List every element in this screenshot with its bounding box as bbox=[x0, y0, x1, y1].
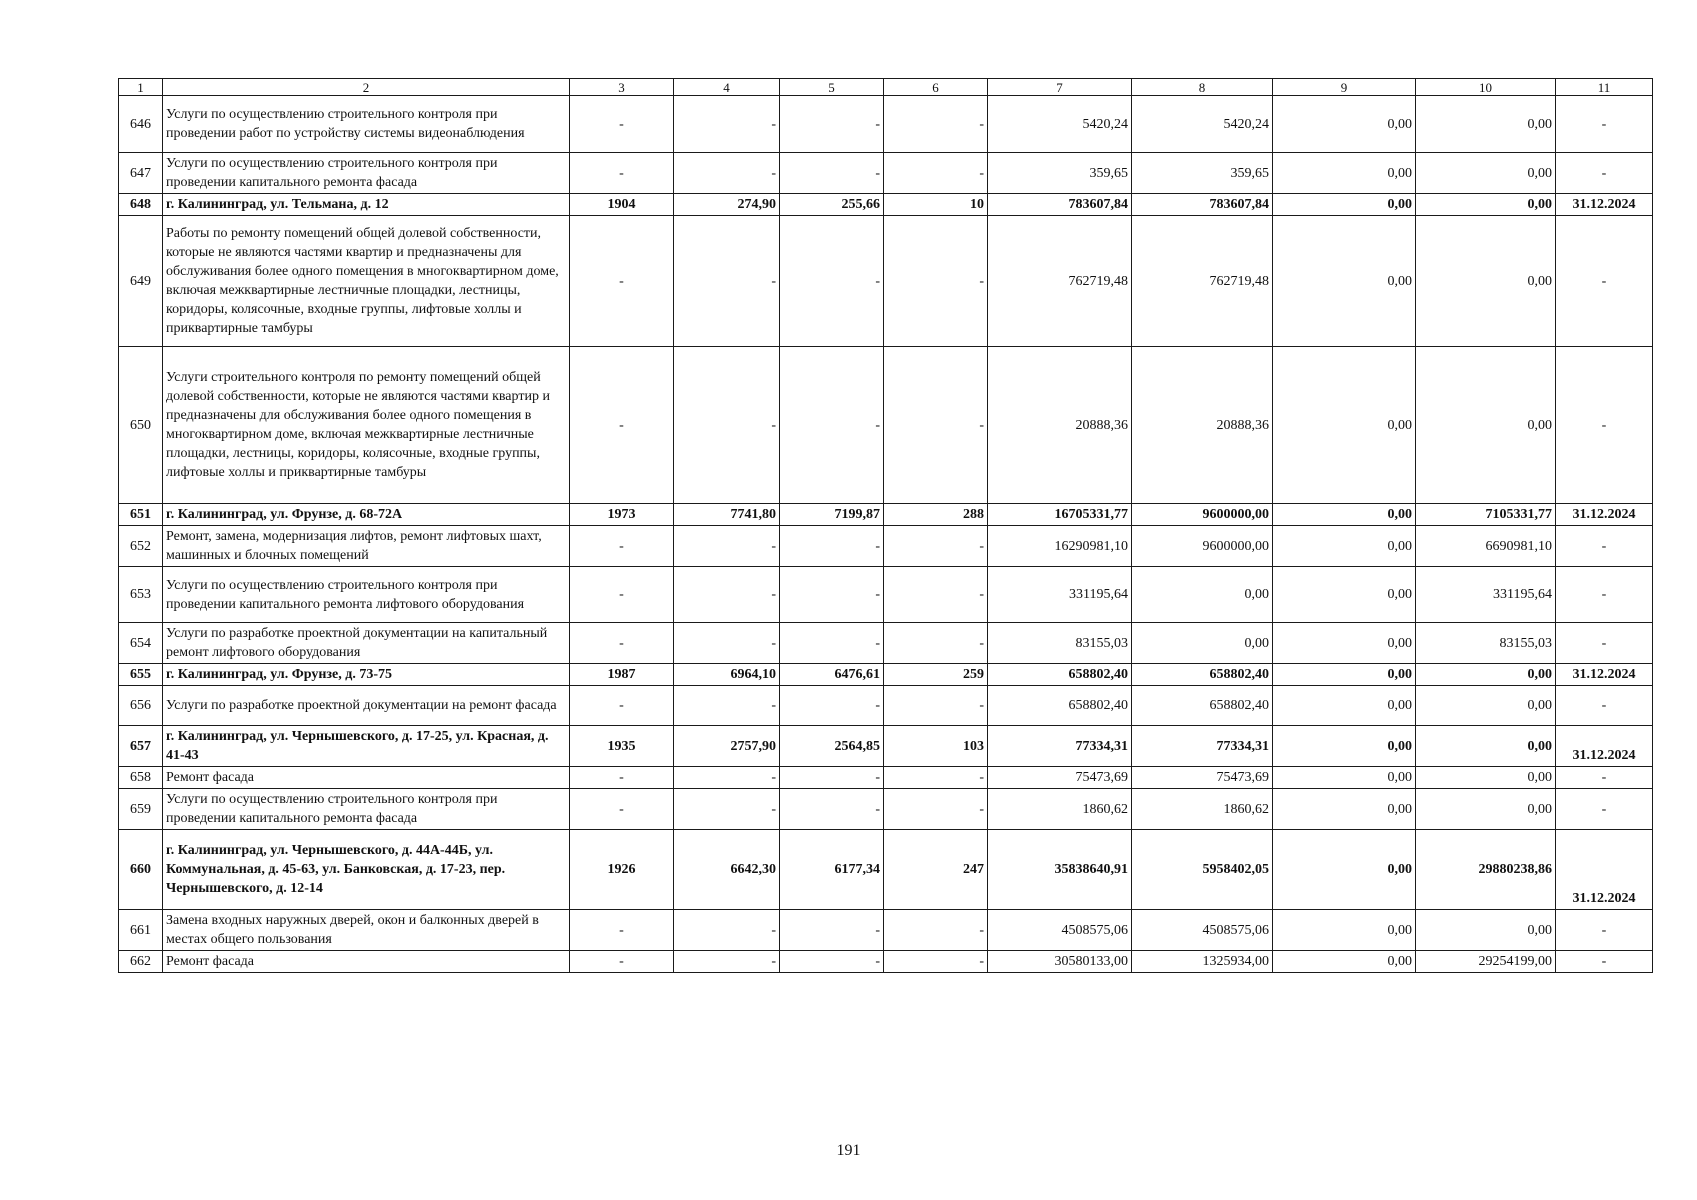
row-number: 650 bbox=[119, 347, 163, 504]
col7-value: 1860,62 bbox=[988, 789, 1132, 830]
col6-value: 259 bbox=[884, 664, 988, 686]
col9-value: 0,00 bbox=[1273, 686, 1416, 726]
table-row bbox=[119, 767, 1653, 789]
table-row bbox=[119, 951, 1653, 973]
col9-value: 0,00 bbox=[1273, 504, 1416, 526]
col11-value: - bbox=[1556, 96, 1653, 153]
col6-value: - bbox=[884, 347, 988, 504]
col3-value: 1904 bbox=[570, 194, 674, 216]
col9-value: 0,00 bbox=[1273, 951, 1416, 973]
col3-value: 1987 bbox=[570, 664, 674, 686]
col4-value: - bbox=[674, 686, 780, 726]
col9-value: 0,00 bbox=[1273, 567, 1416, 623]
col8-value: 762719,48 bbox=[1132, 216, 1273, 347]
col4-value: 274,90 bbox=[674, 194, 780, 216]
col4-value: 2757,90 bbox=[674, 726, 780, 767]
col4-value: - bbox=[674, 153, 780, 194]
row-number: 653 bbox=[119, 567, 163, 623]
col11-value: - bbox=[1556, 347, 1653, 504]
col5-value: - bbox=[780, 526, 884, 567]
col6-value: - bbox=[884, 951, 988, 973]
col3-value: - bbox=[570, 153, 674, 194]
col3-value: - bbox=[570, 910, 674, 951]
col10-value: 0,00 bbox=[1416, 194, 1556, 216]
col11-value: - bbox=[1556, 686, 1653, 726]
col10-value: 0,00 bbox=[1416, 347, 1556, 504]
header-row bbox=[119, 79, 1653, 96]
row-description: Услуги строительного контроля по ремонту помещений общей долевой собственности, которые не являются частями квартир и предназначены для обслуживания более одного помещения в многоквартирном доме, включая межквартирные лестничные площадки, лестницы, коридоры, колясочные, входные группы, лифтовые холлы и приквартирные тамбуры bbox=[163, 347, 570, 504]
col5-value: - bbox=[780, 789, 884, 830]
row-description: г. Калининград, ул. Тельмана, д. 12 bbox=[163, 194, 570, 216]
col10-value: 6690981,10 bbox=[1416, 526, 1556, 567]
col8-value: 783607,84 bbox=[1132, 194, 1273, 216]
col9-value: 0,00 bbox=[1273, 726, 1416, 767]
col6-value: - bbox=[884, 153, 988, 194]
col3-value: 1973 bbox=[570, 504, 674, 526]
col7-value: 658802,40 bbox=[988, 686, 1132, 726]
col11-value: 31.12.2024 bbox=[1556, 504, 1653, 526]
row-number: 656 bbox=[119, 686, 163, 726]
row-description: г. Калининград, ул. Чернышевского, д. 17-25, ул. Красная, д. 41-43 bbox=[163, 726, 570, 767]
col10-value: 0,00 bbox=[1416, 153, 1556, 194]
col10-value: 29880238,86 bbox=[1416, 830, 1556, 910]
col5-value: - bbox=[780, 767, 884, 789]
col8-value: 0,00 bbox=[1132, 623, 1273, 664]
col3-value: - bbox=[570, 951, 674, 973]
row-number: 647 bbox=[119, 153, 163, 194]
col3-value: 1935 bbox=[570, 726, 674, 767]
col8-value: 1860,62 bbox=[1132, 789, 1273, 830]
col11-value: - bbox=[1556, 153, 1653, 194]
col9-value: 0,00 bbox=[1273, 194, 1416, 216]
col10-value: 0,00 bbox=[1416, 910, 1556, 951]
col4-value: - bbox=[674, 910, 780, 951]
col5-value: 255,66 bbox=[780, 194, 884, 216]
column-header: 9 bbox=[1273, 79, 1416, 96]
col9-value: 0,00 bbox=[1273, 767, 1416, 789]
col8-value: 658802,40 bbox=[1132, 664, 1273, 686]
col8-value: 5958402,05 bbox=[1132, 830, 1273, 910]
column-header: 7 bbox=[988, 79, 1132, 96]
col5-value: - bbox=[780, 951, 884, 973]
col7-value: 16705331,77 bbox=[988, 504, 1132, 526]
col7-value: 658802,40 bbox=[988, 664, 1132, 686]
table-body bbox=[119, 96, 1653, 973]
col10-value: 0,00 bbox=[1416, 664, 1556, 686]
col9-value: 0,00 bbox=[1273, 347, 1416, 504]
col6-value: 288 bbox=[884, 504, 988, 526]
col8-value: 0,00 bbox=[1132, 567, 1273, 623]
col10-value: 331195,64 bbox=[1416, 567, 1556, 623]
col7-value: 35838640,91 bbox=[988, 830, 1132, 910]
col11-value: 31.12.2024 bbox=[1556, 194, 1653, 216]
table-row bbox=[119, 623, 1653, 664]
col3-value: - bbox=[570, 567, 674, 623]
col6-value: 247 bbox=[884, 830, 988, 910]
col3-value: - bbox=[570, 216, 674, 347]
col7-value: 83155,03 bbox=[988, 623, 1132, 664]
col5-value: - bbox=[780, 686, 884, 726]
col3-value: - bbox=[570, 789, 674, 830]
col9-value: 0,00 bbox=[1273, 96, 1416, 153]
col7-value: 5420,24 bbox=[988, 96, 1132, 153]
col5-value: - bbox=[780, 567, 884, 623]
col5-value: - bbox=[780, 347, 884, 504]
col3-value: - bbox=[570, 96, 674, 153]
col10-value: 29254199,00 bbox=[1416, 951, 1556, 973]
col5-value: 6177,34 bbox=[780, 830, 884, 910]
row-number: 661 bbox=[119, 910, 163, 951]
col3-value: - bbox=[570, 347, 674, 504]
column-header: 1 bbox=[119, 79, 163, 96]
col8-value: 658802,40 bbox=[1132, 686, 1273, 726]
table-row bbox=[119, 664, 1653, 686]
col6-value: 10 bbox=[884, 194, 988, 216]
row-description: Услуги по осуществлению строительного контроля при проведении капитального ремонта фасада bbox=[163, 153, 570, 194]
col5-value: - bbox=[780, 153, 884, 194]
col6-value: - bbox=[884, 686, 988, 726]
col11-value: - bbox=[1556, 623, 1653, 664]
row-number: 654 bbox=[119, 623, 163, 664]
col6-value: - bbox=[884, 526, 988, 567]
col3-value: 1926 bbox=[570, 830, 674, 910]
col4-value: - bbox=[674, 526, 780, 567]
row-description: Услуги по осуществлению строительного контроля при проведении капитального ремонта фасада bbox=[163, 789, 570, 830]
col5-value: 7199,87 bbox=[780, 504, 884, 526]
row-description: Услуги по осуществлению строительного контроля при проведении капитального ремонта лифтового оборудования bbox=[163, 567, 570, 623]
row-number: 648 bbox=[119, 194, 163, 216]
col6-value: - bbox=[884, 789, 988, 830]
col7-value: 30580133,00 bbox=[988, 951, 1132, 973]
row-number: 660 bbox=[119, 830, 163, 910]
col8-value: 9600000,00 bbox=[1132, 526, 1273, 567]
column-header: 8 bbox=[1132, 79, 1273, 96]
table-row bbox=[119, 726, 1653, 767]
col8-value: 9600000,00 bbox=[1132, 504, 1273, 526]
table-row bbox=[119, 194, 1653, 216]
col7-value: 75473,69 bbox=[988, 767, 1132, 789]
col7-value: 16290981,10 bbox=[988, 526, 1132, 567]
table-row bbox=[119, 567, 1653, 623]
col8-value: 359,65 bbox=[1132, 153, 1273, 194]
row-number: 651 bbox=[119, 504, 163, 526]
col4-value: - bbox=[674, 789, 780, 830]
col4-value: - bbox=[674, 951, 780, 973]
col9-value: 0,00 bbox=[1273, 789, 1416, 830]
col7-value: 4508575,06 bbox=[988, 910, 1132, 951]
col6-value: - bbox=[884, 623, 988, 664]
row-description: г. Калининград, ул. Фрунзе, д. 73-75 bbox=[163, 664, 570, 686]
col8-value: 4508575,06 bbox=[1132, 910, 1273, 951]
table-row bbox=[119, 504, 1653, 526]
col5-value: 6476,61 bbox=[780, 664, 884, 686]
table-row bbox=[119, 830, 1653, 910]
column-header: 10 bbox=[1416, 79, 1556, 96]
capital-repair-table bbox=[118, 78, 1653, 973]
col10-value: 0,00 bbox=[1416, 686, 1556, 726]
col10-value: 0,00 bbox=[1416, 216, 1556, 347]
col4-value: - bbox=[674, 567, 780, 623]
col11-value: - bbox=[1556, 526, 1653, 567]
row-number: 655 bbox=[119, 664, 163, 686]
row-number: 659 bbox=[119, 789, 163, 830]
table-row bbox=[119, 910, 1653, 951]
row-number: 649 bbox=[119, 216, 163, 347]
col4-value: - bbox=[674, 96, 780, 153]
col6-value: - bbox=[884, 216, 988, 347]
column-header: 11 bbox=[1556, 79, 1653, 96]
col4-value: - bbox=[674, 347, 780, 504]
col10-value: 0,00 bbox=[1416, 789, 1556, 830]
col4-value: 7741,80 bbox=[674, 504, 780, 526]
row-description: Услуги по разработке проектной документации на ремонт фасада bbox=[163, 686, 570, 726]
col5-value: 2564,85 bbox=[780, 726, 884, 767]
col8-value: 75473,69 bbox=[1132, 767, 1273, 789]
col7-value: 783607,84 bbox=[988, 194, 1132, 216]
col11-value: 31.12.2024 bbox=[1556, 726, 1653, 767]
row-description: Услуги по осуществлению строительного контроля при проведении работ по устройству системы видеонаблюдения bbox=[163, 96, 570, 153]
col3-value: - bbox=[570, 686, 674, 726]
row-description: Замена входных наружных дверей, окон и балконных дверей в местах общего пользования bbox=[163, 910, 570, 951]
table-row bbox=[119, 347, 1653, 504]
col6-value: - bbox=[884, 767, 988, 789]
col4-value: 6964,10 bbox=[674, 664, 780, 686]
col7-value: 359,65 bbox=[988, 153, 1132, 194]
col6-value: - bbox=[884, 96, 988, 153]
col11-value: - bbox=[1556, 567, 1653, 623]
col7-value: 20888,36 bbox=[988, 347, 1132, 504]
col3-value: - bbox=[570, 623, 674, 664]
col9-value: 0,00 bbox=[1273, 153, 1416, 194]
col9-value: 0,00 bbox=[1273, 623, 1416, 664]
row-number: 657 bbox=[119, 726, 163, 767]
column-header: 6 bbox=[884, 79, 988, 96]
col11-value: 31.12.2024 bbox=[1556, 830, 1653, 910]
row-description: Работы по ремонту помещений общей долевой собственности, которые не являются частями квартир и предназначены для обслуживания более одного помещения в многоквартирном доме, включая межквартирные лестничные площадки, лестницы, коридоры, колясочные, входные группы, лифтовые холлы и приквартирные тамбуры bbox=[163, 216, 570, 347]
col11-value: - bbox=[1556, 767, 1653, 789]
col6-value: - bbox=[884, 567, 988, 623]
table-row bbox=[119, 526, 1653, 567]
col4-value: - bbox=[674, 767, 780, 789]
table-row bbox=[119, 216, 1653, 347]
row-number: 652 bbox=[119, 526, 163, 567]
column-header: 2 bbox=[163, 79, 570, 96]
col5-value: - bbox=[780, 216, 884, 347]
col8-value: 20888,36 bbox=[1132, 347, 1273, 504]
col11-value: 31.12.2024 bbox=[1556, 664, 1653, 686]
col5-value: - bbox=[780, 623, 884, 664]
col6-value: - bbox=[884, 910, 988, 951]
col5-value: - bbox=[780, 96, 884, 153]
table-row bbox=[119, 789, 1653, 830]
col10-value: 0,00 bbox=[1416, 767, 1556, 789]
col9-value: 0,00 bbox=[1273, 664, 1416, 686]
page-number: 191 bbox=[836, 1142, 861, 1159]
col10-value: 0,00 bbox=[1416, 726, 1556, 767]
col11-value: - bbox=[1556, 951, 1653, 973]
col9-value: 0,00 bbox=[1273, 830, 1416, 910]
table-row bbox=[119, 96, 1653, 153]
column-header: 4 bbox=[674, 79, 780, 96]
col8-value: 77334,31 bbox=[1132, 726, 1273, 767]
table-row bbox=[119, 153, 1653, 194]
row-description: Услуги по разработке проектной документации на капитальный ремонт лифтового оборудования bbox=[163, 623, 570, 664]
col10-value: 7105331,77 bbox=[1416, 504, 1556, 526]
table-row bbox=[119, 686, 1653, 726]
col11-value: - bbox=[1556, 910, 1653, 951]
col3-value: - bbox=[570, 526, 674, 567]
row-number: 658 bbox=[119, 767, 163, 789]
row-description: Ремонт фасада bbox=[163, 951, 570, 973]
row-description: Ремонт, замена, модернизация лифтов, ремонт лифтовых шахт, машинных и блочных помещений bbox=[163, 526, 570, 567]
col6-value: 103 bbox=[884, 726, 988, 767]
col10-value: 0,00 bbox=[1416, 96, 1556, 153]
col3-value: - bbox=[570, 767, 674, 789]
col4-value: - bbox=[674, 623, 780, 664]
col7-value: 77334,31 bbox=[988, 726, 1132, 767]
col11-value: - bbox=[1556, 216, 1653, 347]
col7-value: 331195,64 bbox=[988, 567, 1132, 623]
row-description: г. Калининград, ул. Чернышевского, д. 44А-44Б, ул. Коммунальная, д. 45-63, ул. Банковская, д. 17-23, пер. Чернышевского, д. 12-14 bbox=[163, 830, 570, 910]
col8-value: 5420,24 bbox=[1132, 96, 1273, 153]
col9-value: 0,00 bbox=[1273, 526, 1416, 567]
col5-value: - bbox=[780, 910, 884, 951]
row-description: г. Калининград, ул. Фрунзе, д. 68-72А bbox=[163, 504, 570, 526]
column-header: 3 bbox=[570, 79, 674, 96]
col9-value: 0,00 bbox=[1273, 910, 1416, 951]
col4-value: 6642,30 bbox=[674, 830, 780, 910]
row-number: 646 bbox=[119, 96, 163, 153]
col7-value: 762719,48 bbox=[988, 216, 1132, 347]
row-description: Ремонт фасада bbox=[163, 767, 570, 789]
row-number: 662 bbox=[119, 951, 163, 973]
col4-value: - bbox=[674, 216, 780, 347]
column-header: 5 bbox=[780, 79, 884, 96]
col8-value: 1325934,00 bbox=[1132, 951, 1273, 973]
col11-value: - bbox=[1556, 789, 1653, 830]
col10-value: 83155,03 bbox=[1416, 623, 1556, 664]
col9-value: 0,00 bbox=[1273, 216, 1416, 347]
